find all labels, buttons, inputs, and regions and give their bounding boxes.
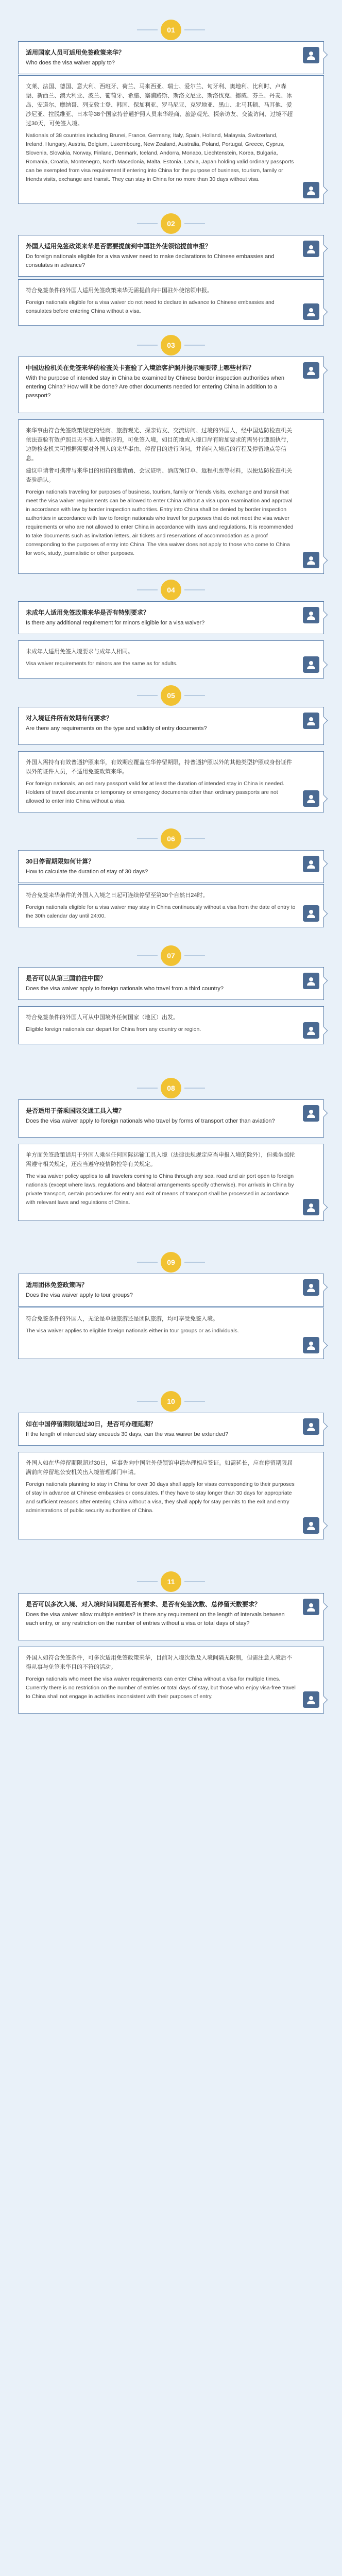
bubble-tail [320,187,328,195]
answer-chinese-paragraph: 外国人如在华停留期限超过30日，应事先向中国驻外使领馆申请办理相应签证。如需延长，应在停留期限届满前向停留地公安机关出入境管理部门申请。 [26,1460,293,1476]
answer-english-paragraph: Foreign nationals planning to stay in China for over 30 days shall apply for visas corresponding to their purposes of stay in advance at Chinese embassies or consulates. If they have to stay longer than 30 days for appropriate and sufficient reasons after entering China without a visa, they shall apply for stay permits to the exit and entry administrations of public security authorities of China. [26,1481,295,1514]
user-avatar-icon [303,607,319,623]
answer-card [18,419,324,574]
user-avatar-icon [303,1337,319,1353]
bubble-tail [320,366,328,375]
user-avatar-icon [303,856,319,872]
section-header [0,335,342,355]
answer-chinese-paragraph: 建议申请者可携带与来华目的相符的邀请函、会议证明、酒店预订单、返程机票等材料，以便边防检查机关查验确认。 [26,468,292,483]
section-header [0,580,342,600]
section-header [0,1391,342,1412]
answer-chinese-paragraph: 外国人需持有有效普通护照来华，有效期应覆盖在华停留期限，持普通护照以外的其他类型护照或身份证件以外的证件人员，不适用免签政策来华。 [26,759,292,775]
question-chinese: 是否可以从第三国前往中国？ [26,975,107,982]
section-header [0,1078,342,1098]
bubble-tail [320,1342,328,1350]
question-chinese: 外国人适用免签政策来华是否需要提前到中国驻外使领馆提前申报？ [26,243,212,250]
answer-card [18,884,324,927]
user-avatar-icon [303,1599,319,1615]
question-chinese: 适用国家人员可适用免签政策来华？ [26,49,125,56]
bubble-tail [320,795,328,803]
section-header [0,20,342,40]
bubble-tail [320,910,328,918]
question-english: Does the visa waiver apply to tour groups? [26,1292,133,1298]
answer-english-paragraph: Nationals of 38 countries including Brunei, France, Germany, Italy, Spain, Holland, Malaysia, Switzerland, Ireland, Hungary, Austria, Belgium, Luxembourg, New Zealand, Australia, Poland, Portugal, Greece, Cyprus, Slovenia, Slovakia, Norway, Finland, Denmark, Iceland, Andorra, Monaco, Liechtenstein, Korea, Bulgaria, Romania, Croatia, Montenegro, North Macedonia, Malta, Estonia, Latvia, Japan holding valid ordinary passports can be exempted from visa requirement if entering into China for the purpose of business, tourism, family or friends visits, exchange and transit. They can stay in China for no more than 30 days without visa. [26,132,294,182]
answer-card [18,1006,324,1044]
section-header [0,1252,342,1273]
section-number-badge: 01 [161,20,181,40]
question-card [18,850,324,883]
user-avatar-icon [303,303,319,320]
question-card [18,1413,324,1446]
question-card [18,1593,324,1640]
answer-english-paragraph: Foreign nationals eligible for a visa waiver may stay in China continuously without a visa from the date of entry to the 30th calendar day until 24:00. [26,904,296,919]
user-avatar-icon [303,47,319,63]
question-english: Does the visa waiver apply to foreign nationals who travel by forms of transport other than aviation? [26,1118,275,1124]
bubble-tail [320,860,328,868]
section-number-badge: 05 [161,685,181,706]
bubble-tail [320,1283,328,1292]
user-avatar-icon [303,1022,319,1039]
user-avatar-icon [303,1691,319,1708]
user-avatar-icon [303,182,319,198]
section-number-badge: 10 [161,1391,181,1412]
bubble-tail [320,1204,328,1212]
section-header [0,1571,342,1592]
section-header [0,213,342,234]
bubble-tail [320,51,328,59]
bubble-tail [320,245,328,253]
answer-english-paragraph: Visa waiver requirements for minors are the same as for adults. [26,660,178,667]
answer-card [18,1144,324,1221]
answer-chinese-paragraph: 外国人如符合免签条件，可多次适用免签政策来华，目前对入境次数及入境间隔无限制，但需注意入境后不得从事与免签来华目的不符的活动。 [26,1655,292,1670]
bubble-tail [320,977,328,985]
question-english: Do foreign nationals eligible for a visa waiver need to make declarations to Chinese embassies and consulates in advance? [26,253,275,268]
answer-card [18,1452,324,1539]
answer-chinese-paragraph: 符合免签条件的外国人可从中国境外任何国家（地区）出发。 [26,1014,179,1021]
question-chinese: 如在中国停留期限超过30日，是否可办理延期？ [26,1420,157,1428]
user-avatar-icon [303,973,319,989]
user-avatar-icon [303,1199,319,1215]
question-english: How to calculate the duration of stay of 30 days? [26,869,148,875]
answer-chinese-paragraph: 单方面免签政策适用于外国人乘坐任何国际运输工具入境（法律法规规定应当申报入境的除外），但乘坐邮轮需遵守相关规定，还应当遵守疫情防控等有关规定。 [26,1152,295,1167]
section-number-badge: 08 [161,1078,181,1098]
user-avatar-icon [303,362,319,379]
answer-chinese-paragraph: 符合免签条件的外国人适用免签政策来华无需提前向中国驻外使馆领申报。 [26,287,213,294]
user-avatar-icon [303,1279,319,1296]
answer-chinese-paragraph: 符合免签条件的外国人，无论是单独旅游还是团队旅游，均可享受免签入境。 [26,1316,218,1322]
answer-english-paragraph: Foreign nationals traveling for purposes of business, tourism, family or friends visits, exchange and transit that meet the visa waiver requirements can be allowed to enter China without a visa upon examination and approval in accordance with law by border inspection authorities. Entry into China shall be denied by border inspection authorities in accordance with law to foreign nationals who travel for purposes that do not meet the visa waiver requirements or who are not allowed to enter China in accordance with laws and regulations. It is recommended to take documents such as invitation letters, air tickets and reservations of accommodation as a proof corresponding to the purposes of entry into China. The visa waiver does not apply to those who come to China for work, study, journalistic or other purposes. [26,489,294,556]
question-chinese: 未成年人适用免签政策来华是否有特别要求？ [26,609,150,616]
question-chinese: 适用团体免签政策吗？ [26,1281,88,1289]
answer-card [18,279,324,326]
answer-chinese-paragraph: 来华事由符合免签政策规定的经商、旅游观光、探亲访友、交流访问、过境的外国人，经中国边防检查机关依法查验有效护照且无不准入境情形的，可免签入境，如目的地或入境口岸有附加要求的需另行遵照执行，边防检查机关可根据需要对外国人的来华事由、停留目的进行询问，并询问入境后的行程及停留地点等信息。 [26,428,292,462]
answer-card [18,1308,324,1359]
section-number-badge: 03 [161,335,181,355]
answer-chinese-paragraph: 未成年人适用免签入境要求与成年人相同。 [26,649,133,655]
answer-chinese-paragraph: 符合免签来华条件的外国人入境之日起可连续停留至第30个自然日24时。 [26,892,209,899]
user-avatar-icon [303,656,319,673]
answer-english-paragraph: For foreign nationals, an ordinary passport valid for at least the duration of intended stay in China is needed. Holders of travel documents or temporary or emergency documents other than ordinary passports are not allowed to enter into China without a visa. [26,781,284,804]
user-avatar-icon [303,713,319,729]
question-chinese: 30日停留期限如何计算？ [26,858,95,865]
user-avatar-icon [303,1517,319,1534]
answer-card [18,1647,324,1714]
answer-chinese-paragraph: 文莱、法国、德国、意大利、西班牙、荷兰、马来西亚、瑞士、爱尔兰、匈牙利、奥地利、比利时、卢森堡、新西兰、澳大利亚、波兰、葡萄牙、希腊、塞浦路斯、斯洛文尼亚、斯洛伐克、挪威、芬兰、丹麦、冰岛、安道尔、摩纳哥、列支敦士登、韩国、保加利亚、罗马尼亚、克罗地亚、黑山、北马其顿、马耳他、爱沙尼亚、拉脱维亚、日本等38个国家持普通护照人员来华经商、旅游观光、探亲访友、交流访问、过境不超过30天，可免签入境。 [26,83,293,127]
question-english: If the length of intended stay exceeds 30 days, can the visa waiver be extended? [26,1431,229,1437]
question-card [18,357,324,413]
question-chinese: 中国边检机关在免签来华的检查关卡查验了入境旅客护照并提示需要带上哪些材料？ [26,364,255,371]
bubble-tail [320,717,328,725]
bubble-tail [320,1109,328,1117]
user-avatar-icon [303,1105,319,1122]
bubble-tail [320,308,328,316]
bubble-tail [320,1603,328,1611]
section-number-badge: 06 [161,828,181,849]
user-avatar-icon [303,241,319,257]
section-number-badge: 09 [161,1252,181,1273]
question-english: Does the visa waiver apply to foreign nationals who travel from a third country? [26,986,224,992]
bubble-tail [320,1027,328,1035]
answer-english-paragraph: The visa waiver applies to eligible foreign nationals either in tour groups or as individuals. [26,1328,239,1334]
answer-card [18,751,324,812]
user-avatar-icon [303,790,319,807]
question-chinese: 对入境证件所有效期有何要求？ [26,715,113,722]
question-card [18,1099,324,1138]
section-header [0,685,342,706]
answer-english-paragraph: The visa waiver policy applies to all travelers coming to China through any sea, road and air port open to foreign nationals (except where laws, regulations and bilateral arrangements specify otherwise). For arrivals in China by private transport, certain procedures for entry and exit of means of transport shall be processed in accordance with relevant laws and regulations of China. [26,1173,294,1206]
bubble-tail [320,1696,328,1704]
section-header [0,828,342,849]
section-number-badge: 11 [161,1571,181,1592]
question-chinese: 是否适用于搭乘国际交通工具入境？ [26,1107,125,1114]
question-chinese: 是否可以多次入境、对入境时间间隔是否有要求、是否有免签次数、总停留天数要求？ [26,1601,261,1608]
user-avatar-icon [303,1418,319,1435]
question-english: Is there any additional requirement for minors eligible for a visa waiver? [26,620,205,626]
section-header [0,945,342,966]
question-english: Are there any requirements on the type and validity of entry documents? [26,725,207,732]
section-number-badge: 07 [161,945,181,966]
question-card [18,1274,324,1307]
question-card [18,601,324,634]
bubble-tail [320,661,328,669]
question-card [18,235,324,277]
answer-english-paragraph: Foreign nationals eligible for a visa waiver do not need to declare in advance to Chinese embassies and consulates before entering China without a visa. [26,299,275,314]
bubble-tail [320,1422,328,1431]
bubble-tail [320,611,328,619]
user-avatar-icon [303,552,319,568]
question-english: With the purpose of intended stay in China be examined by Chinese border inspection authorities when entering China? How will it be done? Are other documents needed for entering China in addition to a passport? [26,375,285,399]
question-card [18,707,324,745]
section-number-badge: 02 [161,213,181,234]
question-english: Does the visa waiver allow multiple entries? Is there any requirement on the length of intervals between each entry, or any restriction on the number of entries without a visa or total days of stay? [26,1612,285,1626]
user-avatar-icon [303,905,319,922]
answer-card [18,640,324,679]
answer-english-paragraph: Foreign nationals who meet the visa waiver requirements can enter China without a visa for multiple times. Currently there is no restriction on the number of entries or total days of stay, but those who enjoy visa-free travel to China shall not engage in activities inconsistent with their purposes of entry. [26,1676,296,1700]
answer-english-paragraph: Eligible foreign nationals can depart for China from any country or region. [26,1026,201,1032]
question-card [18,967,324,1000]
question-english: Who does the visa waiver apply to? [26,60,115,66]
question-card [18,41,324,74]
answer-card [18,75,324,204]
bubble-tail [320,556,328,565]
bubble-tail [320,1522,328,1530]
section-number-badge: 04 [161,580,181,600]
